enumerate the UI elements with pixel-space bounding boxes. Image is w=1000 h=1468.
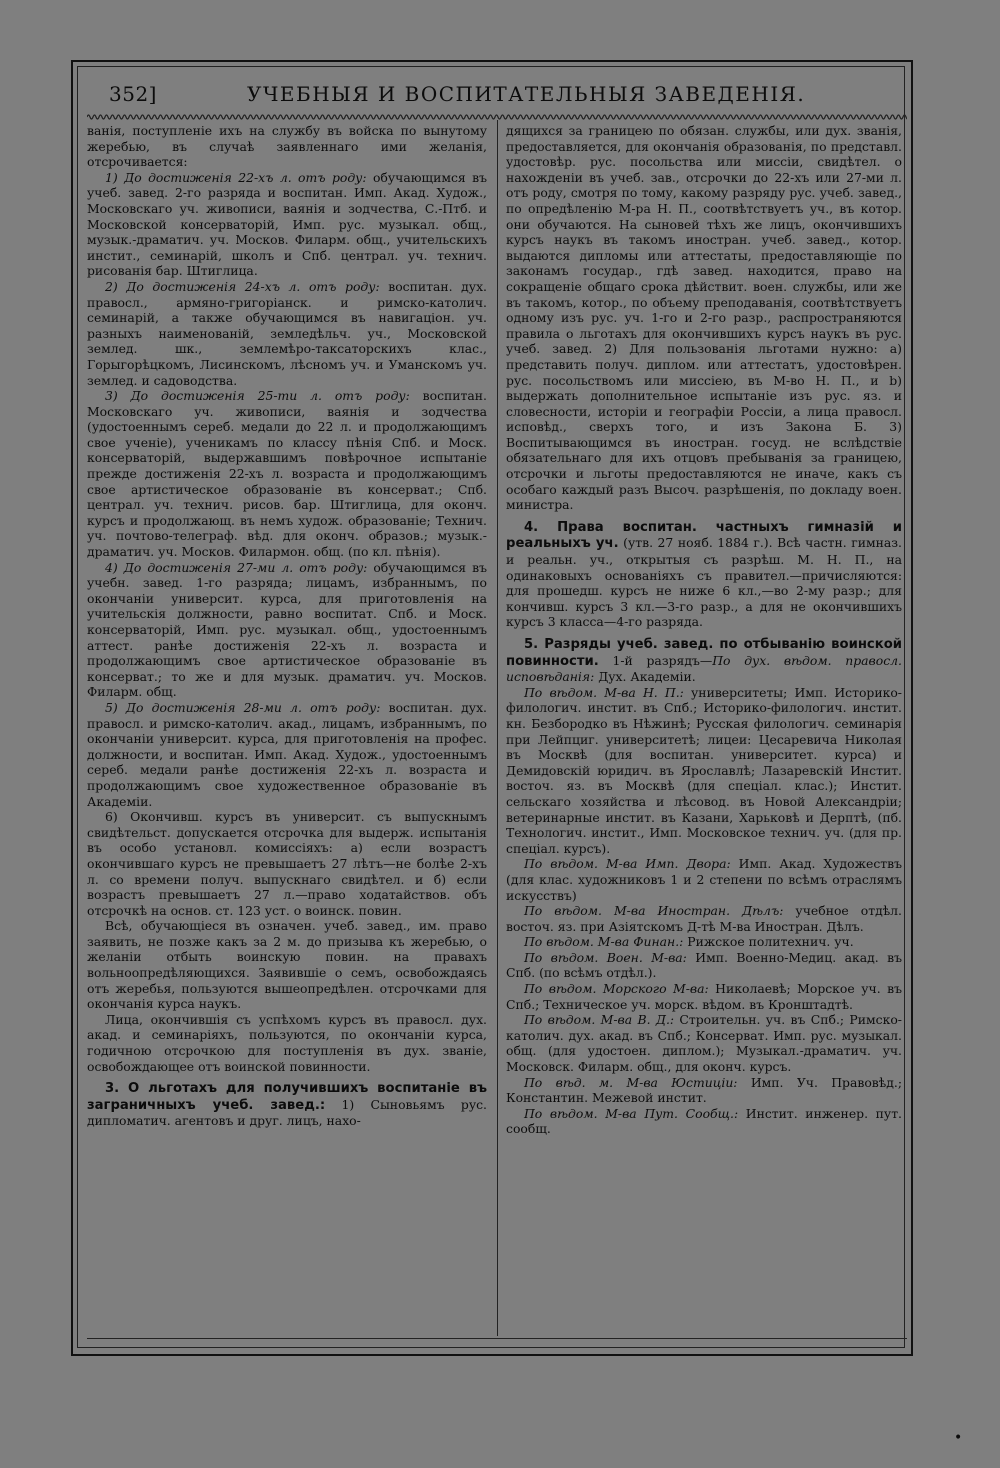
section-heading: 4. Права воспитан. частныхъ гимназій и реальныхъ уч. — [506, 519, 902, 552]
right-column — [506, 123, 902, 1137]
paragraph-text: Лица, окончившія съ успѣхомъ курсъ въ правосл. дух. акад. и семинаріяхъ, пользуются, по окончаніи курса, годичною отсрочкою для поступленія въ дух. званіе, освобождающее отъ воинской повинности. — [87, 1011, 487, 1074]
paragraph-text: Всѣ, обучающіеся въ означен. учеб. завед., им. право заявить, не позже какъ за 2 м. до призыва къ жеребью, о желаніи отбыть воинскую повин. на правахъ вольноопредѣляющихся. Заявившіе о семъ, освобождаясь отъ жеребья, пользуются вышеопредѣлен. отсрочками для окончанія курса наукъ. — [87, 918, 487, 1012]
italic-lead: По вѣд. м. М-ва Юстиціи: — [524, 1074, 738, 1090]
italic-lead: По вѣдом. М-ва Иностран. Дѣлъ: — [524, 903, 784, 919]
paragraph — [87, 1080, 487, 1129]
italic-lead: По вѣдом. Морского М-ва: — [524, 981, 709, 997]
paragraph-text: обучающимся въ учебн. завед. 1-го разряда; лицамъ, избраннымъ, по окончаніи университ. курса, для приготовленія на учительскія должности, равно воспитат. Спб. и Моск. консерваторій, Имп. рус. музыкал. общ., удостоеннымъ аттест. ранѣе достиженія 22-хъ л. возраста и продолжающимъ свое артистическое образованіе въ консерват.; то же и для музык. драматич. уч. Москов. Филарм. общ. — [87, 559, 487, 700]
paragraph-text: воспитан. Московскаго уч. живописи, ваянія и зодчества (удостоеннымъ сереб. медали до 22 л. и продолжающимъ свое ученіе), ученикамъ по классу пѣнія Спб. и Моск. консерваторій, выдержавшимъ повѣрочное испытаніе прежде достиженія 22-хъ л. возраста и продолжающимъ свое артистическое образованіе въ консерват.; Спб. централ. уч. технич. рисов. бар. Штиглица, для оконч. курсъ и продолжающ. въ немъ худож. образованіе; Технич. уч. почтово-телеграф. вѣд. для оконч. образов.; музык.-драматич. уч. Москов. Филармон. общ. (по кл. пѣнія). — [87, 388, 487, 560]
paragraph — [506, 519, 902, 630]
italic-lead: 5) До достиженія 28-ми л. отъ роду: — [105, 699, 381, 715]
left-column — [87, 123, 487, 1129]
italic-lead: По вѣдом. М-ва Имп. Двора: — [524, 856, 731, 872]
paragraph-text: Дух. Академіи. — [594, 669, 696, 685]
paragraph — [506, 903, 902, 934]
paragraph — [506, 1012, 902, 1074]
italic-lead: По вѣдом. М-ва Н. П.: — [524, 684, 684, 700]
paragraph-text: 6) Окончивш. курсъ въ университ. съ выпускнымъ свидѣтельст. допускается отсрочка для выдерж. испытанія въ особо установл. комиссіяхъ: а) если возрастъ окончившаго курсъ не превышаетъ 27 лѣтъ—не болѣе 2-хъ л. со времени получ. выпускнаго свидѣтел. и б) если возрастъ превышаетъ 27 л.—право ходатайствов. объ отсрочкѣ на основ. ст. 123 уст. о воинск. повин. — [87, 809, 487, 918]
paragraph-text: 1) Сыновьямъ рус. дипломатич. агентовъ и друг. лицъ, нахо- — [87, 1096, 487, 1129]
paragraph-text: Имп. Уч. Правовѣд.; Константин. Межевой инстит. — [506, 1074, 902, 1106]
paragraph — [506, 950, 902, 981]
paragraph — [87, 170, 487, 279]
paragraph — [87, 388, 487, 560]
paragraph — [506, 123, 902, 513]
italic-lead: По дух. вѣдом. правосл. исповѣданія: — [506, 652, 902, 685]
italic-lead: По вѣдом. М-ва Пут. Сообщ.: — [524, 1105, 739, 1121]
paragraph — [87, 123, 487, 170]
italic-lead: По вѣдом. М-ва В. Д.: — [524, 1012, 675, 1028]
paragraph-text: 1-й разрядъ— — [598, 652, 713, 668]
paragraph-text: Инстит. инженер. пут. сообщ. — [506, 1105, 902, 1137]
bottom-rule — [87, 1338, 907, 1339]
paragraph-text: ванія, поступленіе ихъ на службу въ войска по вынутому жеребью, въ случаѣ заявленнаго ими желанія, отсрочивается: — [87, 123, 487, 170]
paragraph — [506, 1075, 902, 1106]
running-title: УЧЕБНЫЯ И ВОСПИТАТЕЛЬНЫЯ ЗАВЕДЕНІЯ. — [247, 82, 806, 106]
paragraph-text: Имп. Акад. Художествъ (для клас. художниковъ 1 и 2 степени по всѣмъ отраслямъ искусствъ) — [506, 856, 902, 903]
paragraph-text: воспитан. дух. правосл. и римско-католич. акад., лицамъ, избраннымъ, по окончаніи университ. курса, для приготовленія на профес. должности, и воспитан. Имп. Акад. Худож., удостоеннымъ сереб. медали ранѣе достиженія 22-хъ л. возраста и продолжающимъ свое художественное образованіе въ Академіи. — [87, 699, 487, 809]
paragraph — [87, 918, 487, 1012]
paragraph — [87, 809, 487, 918]
italic-lead: 4) До достиженія 27-ми л. отъ роду: — [105, 559, 368, 575]
paragraph — [87, 560, 487, 700]
paragraph — [87, 1012, 487, 1074]
paragraph-text: обучающимся въ учеб. завед. 2-го разряда и воспитан. Имп. Акад. Худож., Московскаго уч. живописи, ваянія и зодчества, С.-Птб. и Московской консерваторій, Имп. рус. музыкал. общ., музык.-драматич. уч. Москов. Филарм. общ., учительскихъ инстит., семинарій, школъ и Спб. централ. уч. технич. рисованія бар. Штиглица. — [87, 169, 487, 279]
page-number: 352] — [109, 82, 157, 106]
paragraph — [506, 934, 902, 950]
paragraph-text: воспитан. дух. правосл., армяно-григоріанск. и римско-католич. семинарій, а также обучающимся въ навигаціон. уч. разныхъ наименованій, земледѣльч. уч., Московской землед. шк., землемѣро-таксаторскихъ клас., Горыгорѣцкомъ, Лисинскомъ, лѣсномъ уч. и Уманскомъ уч. землед. и садоводства. — [87, 278, 487, 388]
italic-lead: По вѣдом. Воен. М-ва: — [524, 949, 687, 965]
paragraph — [87, 700, 487, 809]
italic-lead: 2) До достиженія 24-хъ л. отъ роду: — [105, 278, 380, 294]
stray-mark: • — [954, 1430, 963, 1446]
italic-lead: 3) До достиженія 25-ти л. отъ роду: — [105, 388, 410, 404]
paragraph-text: дящихся за границею по обязан. службы, или дух. званія, предоставляется, для окончанія образованія, по представл. удостовѣр. рус. посольства или миссіи, свидѣтел. о нахожденіи въ учеб. зав., отсрочки до 22-хъ или 27-ми л. отъ роду, смотря по тому, какому разряду рус. учеб. завед., по опредѣленію М-ра Н. П., соотвѣтствуетъ уч., въ котор. они обучаются. На сыновей тѣхъ же лицъ, окончившихъ курсъ наукъ въ такомъ иностран. учеб. завед., котор. выдаются дипломы или аттестаты, предоставляющіе по законамъ государ., гдѣ завед. находится, право на сокращеніе общаго срока дѣйствит. воен. службы, или же въ такомъ, котор., по объему преподаванія, соотвѣтствуетъ одному изъ рус. уч. 1-го и 2-го разр., распространяются правила о льготахъ для окончившихъ курсъ наукъ въ рус. учеб. завед. 2) Для пользованія льготами нужно: а) представить получ. диплом. или аттестатъ, удостовѣрен. рус. посольствомъ или миссіею, въ М-во Н. П., и b) выдержать дополнительное испытаніе изъ рус. яз. и словесности, исторіи и географіи Россіи, а лица правосл. исповѣд., сверхъ того, и изъ Закона Б. 3) Воспитывающимся въ иностран. госуд. не вслѣдствіе обязательнаго для ихъ отцовъ пребыванія за границею, отсрочки и льготы предоставляются не иначе, какъ съ особаго каждый разъ Высоч. разрѣшенія, по докладу воен. министра. — [506, 123, 902, 513]
paragraph-text: Строительн. уч. въ Спб.; Римско-католич. дух. акад. въ Спб.; Консерват. Имп. рус. музыкал. общ. (для удостоен. диплом.); Музыкал.-драматич. уч. Московск. Филарм. общ., для оконч. курсъ. — [506, 1012, 902, 1075]
paragraph — [506, 1106, 902, 1137]
paragraph-text: (утв. 27 нояб. 1884 г.). Всѣ частн. гимназ. и реальн. уч., открытыя съ разрѣш. М. Н. П., на одинаковыхъ основаніяхъ съ правител.—причисляются: для прошедш. курсъ не ниже 6 кл.,—во 2-му разр.; для кончивш. курсъ 3 кл.—3-го разр., а для не окончившихъ курсъ 3 класса—4-го разряда. — [506, 535, 902, 630]
paragraph — [506, 981, 902, 1012]
paragraph — [87, 279, 487, 388]
paragraph — [506, 856, 902, 903]
paragraph-text: Николаевѣ; Морское уч. въ Спб.; Техническое уч. морск. вѣдом. въ Кронштадтѣ. — [506, 981, 902, 1012]
paragraph-text: учебное отдѣл. восточ. яз. при Азіятскомъ Д-тѣ М-ва Иностран. Дѣлъ. — [506, 903, 902, 934]
paragraph — [506, 685, 902, 857]
column-divider — [497, 120, 498, 1336]
paragraph — [506, 636, 902, 685]
page-header — [87, 80, 907, 108]
paragraph-text: Имп. Военно-Медиц. акад. въ Спб. (по всѣмъ отдѣл.). — [506, 949, 902, 981]
italic-lead: По вѣдом. М-ва Финан.: — [524, 934, 684, 950]
section-heading: 5. Разряды учеб. завед. по отбыванію воинской повинности. — [506, 637, 902, 669]
paragraph-text: университеты; Имп. Историко-филологич. инстит. въ Спб.; Историко-филологич. инстит. кн. Безбородко въ Нѣжинѣ; Русская филологич. семинарія при Лейпциг. университетѣ; лицеи: Цесаревича Николая въ Москвѣ (для воспитан. университет. курса) и Демидовскій юридич. въ Ярославлѣ; Лазаревскій Инстит. восточ. яз. въ Москвѣ (для спеціал. клас.); Инстит. сельскаго хозяйства и лѣсовод. въ Новой Александріи; ветеринарные инстит. въ Казани, Харьковѣ и Дерптѣ, (пб. Технологич. инстит., Имп. Московское технич. уч. (для пр. спеціал. курсъ). — [506, 684, 902, 856]
italic-lead: 1) До достиженія 22-хъ л. отъ роду: — [105, 169, 367, 185]
paragraph-text: Рижское политехнич. уч. — [683, 934, 854, 950]
section-heading: 3. О льготахъ для получившихъ воспитаніе въ заграничныхъ учеб. завед.: — [87, 1081, 487, 1113]
